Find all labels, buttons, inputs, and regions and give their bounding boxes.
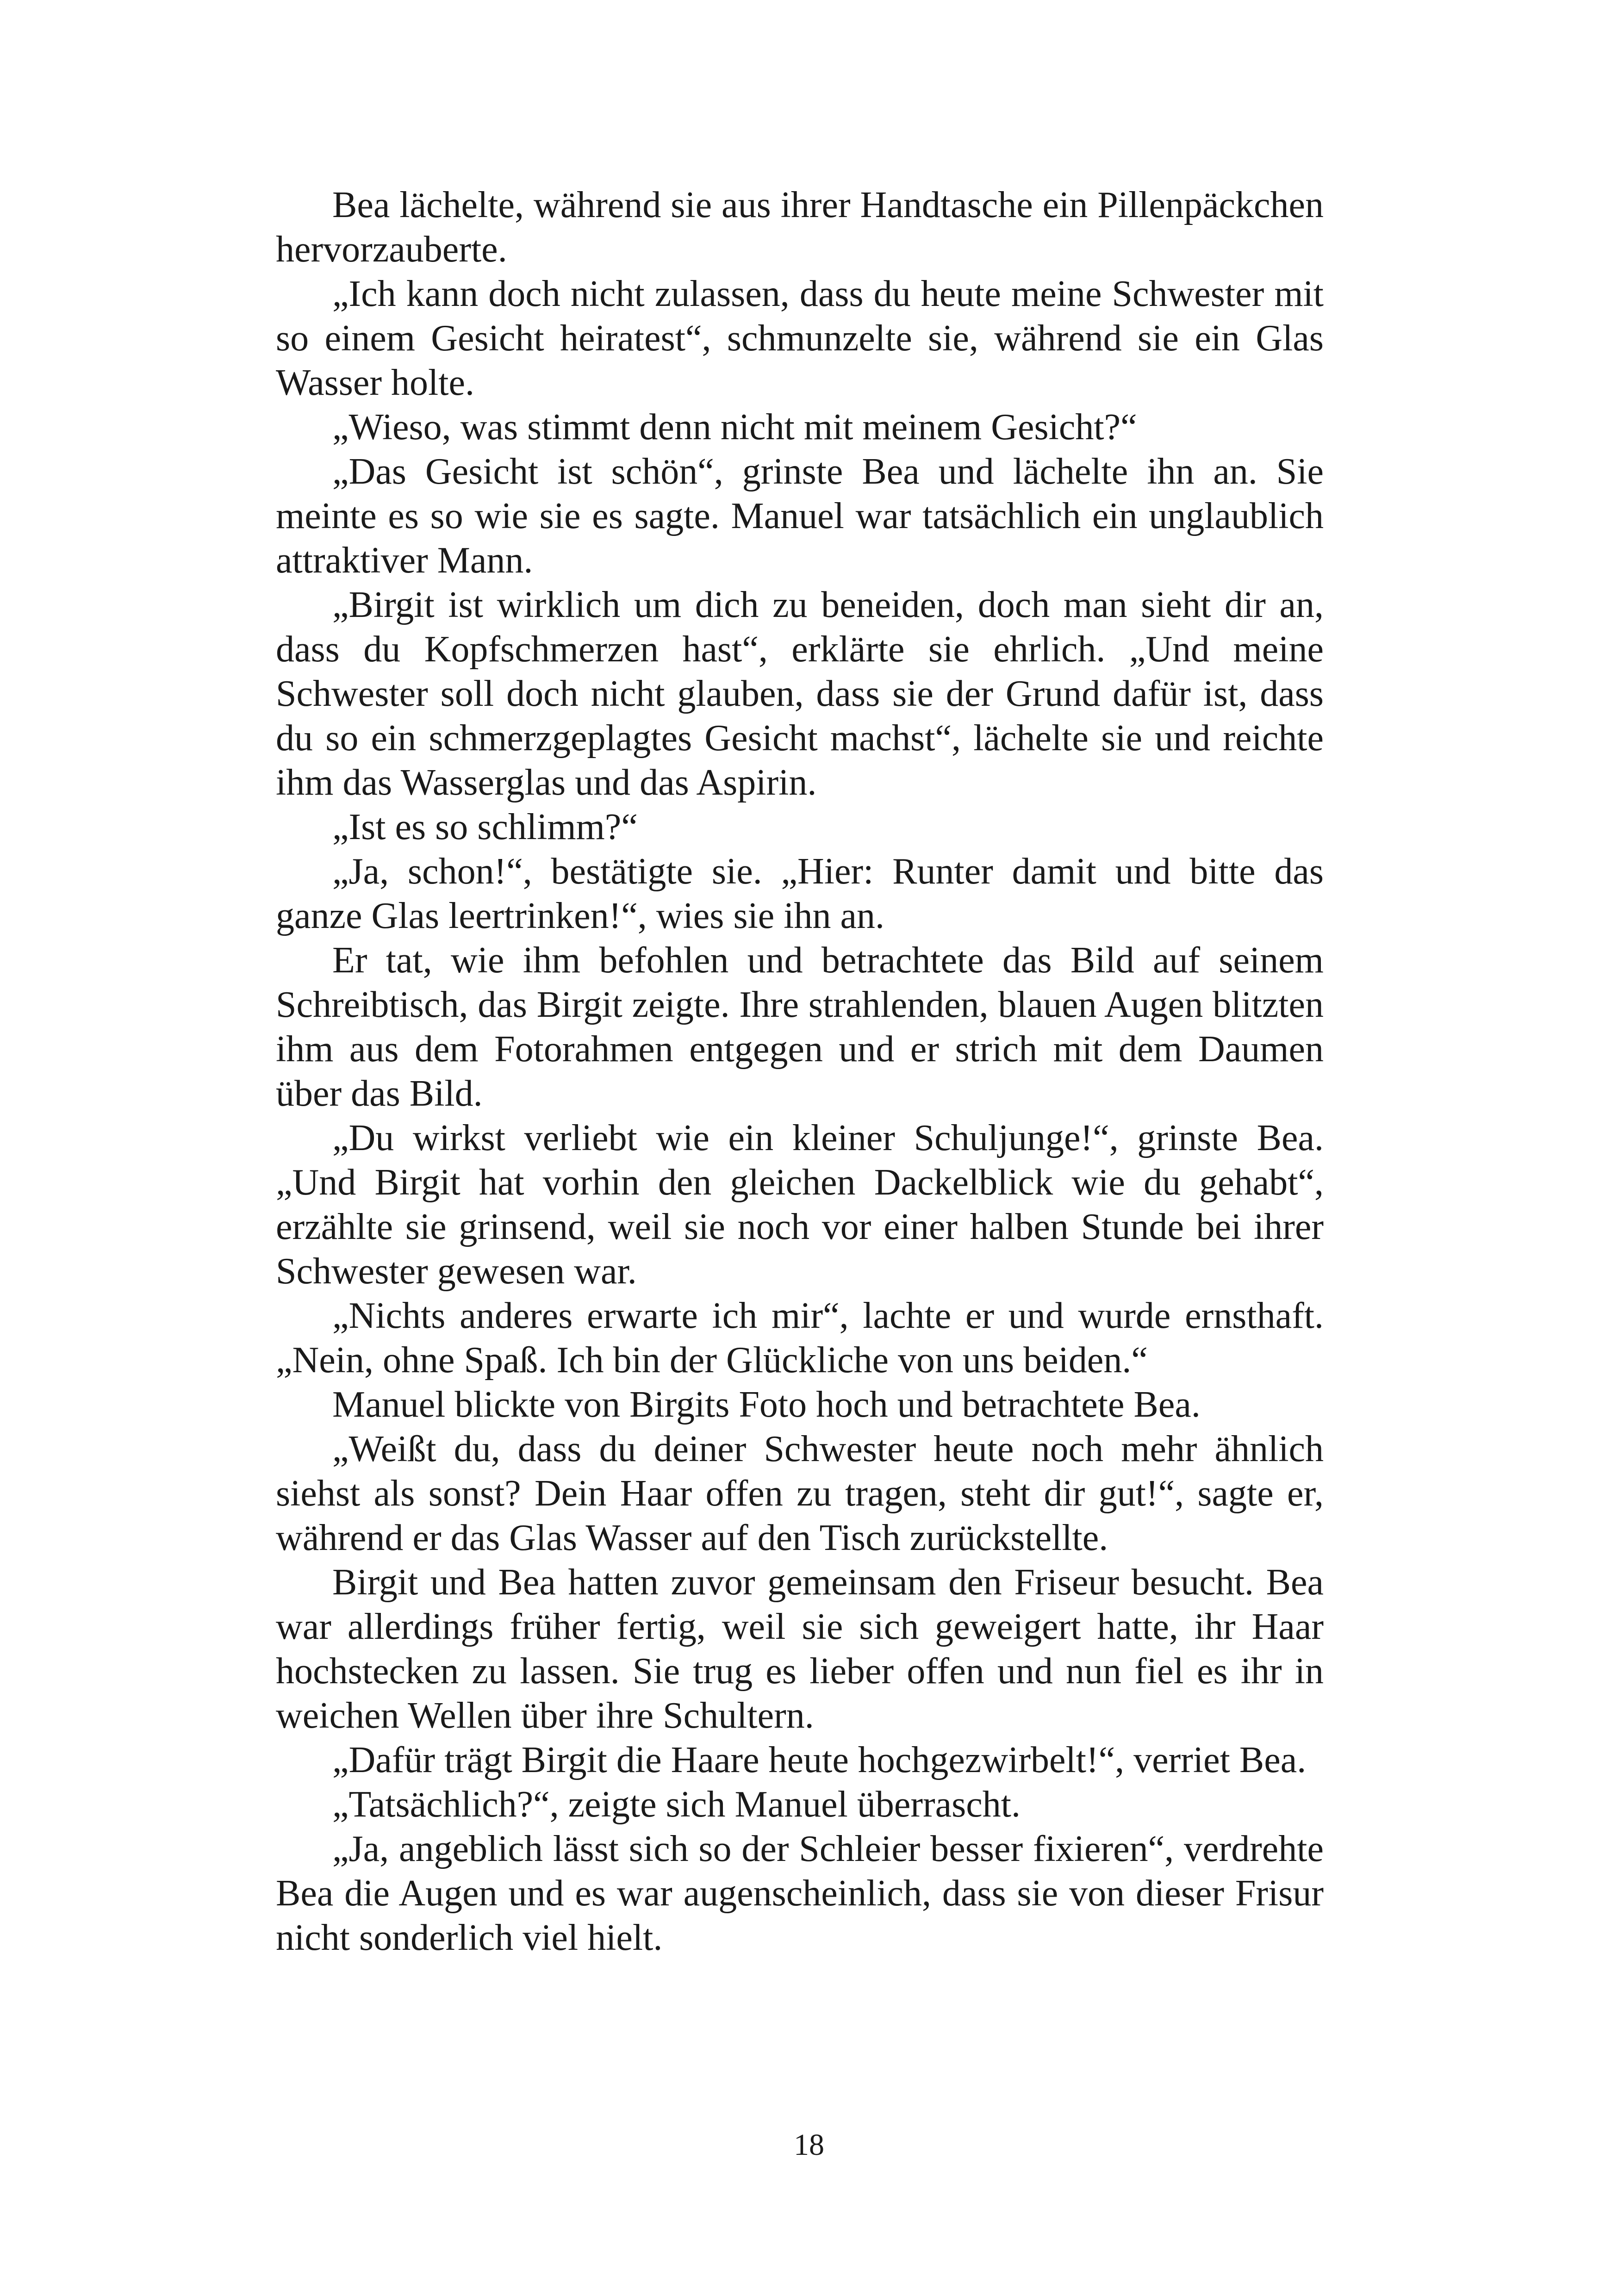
paragraph-13: Birgit und Bea hatten zuvor gemeinsam den Friseur besucht. Bea war allerdings früher fertig, weil sie sich geweigert hatte, ihr Haar hochstecken zu lassen. Sie trug es lieber offen und nun fiel es ihr in weichen Wellen über ihre Schultern.: [276, 1562, 1324, 1736]
paragraph-1: Bea lächelte, während sie aus ihrer Handtasche ein Pillenpäckchen hervorzauberte.: [276, 185, 1324, 270]
paragraph-9: „Du wirkst verliebt wie ein kleiner Schuljunge!“, grinste Bea. „Und Birgit hat vorhin den gleichen Dackelblick wie du gehabt“, erzählte sie grinsend, weil sie noch vor einer halben Stunde bei ihrer Schwester gewesen war.: [276, 1118, 1324, 1292]
paragraph-6: „Ist es so schlimm?“: [332, 807, 638, 847]
page-number: 18: [794, 2128, 824, 2162]
paragraph-4: „Das Gesicht ist schön“, grinste Bea und lächelte ihn an. Sie meinte es so wie sie es sagte. Manuel war tatsächlich ein unglaublich attraktiver Mann.: [276, 451, 1324, 581]
paragraph-3: „Wieso, was stimmt denn nicht mit meinem Gesicht?“: [332, 407, 1137, 448]
paragraph-8: Er tat, wie ihm befohlen und betrachtete das Bild auf seinem Schreibtisch, das Birgit zeigte. Ihre strahlenden, blauen Augen blitzten ihm aus dem Fotorahmen entgegen und er strich mit dem Daumen über das Bild.: [276, 940, 1324, 1114]
paragraph-2: „Ich kann doch nicht zulassen, dass du heute meine Schwester mit so einem Gesicht heiratest“, schmunzelte sie, während sie ein Glas Wasser holte.: [276, 274, 1324, 403]
paragraph-11: Manuel blickte von Birgits Foto hoch und betrachtete Bea.: [332, 1384, 1201, 1425]
paragraph-10: „Nichts anderes erwarte ich mir“, lachte er und wurde ernsthaft. „Nein, ohne Spaß. Ich bin der Glückliche von uns beiden.“: [276, 1295, 1324, 1381]
paragraph-7: „Ja, schon!“, bestätigte sie. „Hier: Runter damit und bitte das ganze Glas leertrinken!“, wies sie ihn an.: [276, 851, 1324, 936]
body-text: [276, 183, 1324, 1960]
paragraph-16: „Ja, angeblich lässt sich so der Schleier besser fixieren“, verdrehte Bea die Augen und es war augenscheinlich, dass sie von dieser Frisur nicht sonderlich viel hielt.: [276, 1829, 1324, 1958]
paragraph-14: „Dafür trägt Birgit die Haare heute hochgezwirbelt!“, verriet Bea.: [332, 1740, 1307, 1780]
paragraph-5: „Birgit ist wirklich um dich zu beneiden, doch man sieht dir an, dass du Kopfschmerzen hast“, erklärte sie ehrlich. „Und meine Schwester soll doch nicht glauben, dass sie der Grund dafür ist, dass du so ein schmerzgeplagtes Gesicht machst“, lächelte sie und reichte ihm das Wasserglas und das Aspirin.: [276, 585, 1324, 803]
paragraph-12: „Weißt du, dass du deiner Schwester heute noch mehr ähnlich siehst als sonst? Dein Haar offen zu tragen, steht dir gut!“, sagte er, während er das Glas Wasser auf den Tisch zurückstellte.: [276, 1429, 1324, 1558]
paragraph-15: „Tatsächlich?“, zeigte sich Manuel überrascht.: [332, 1784, 1021, 1825]
